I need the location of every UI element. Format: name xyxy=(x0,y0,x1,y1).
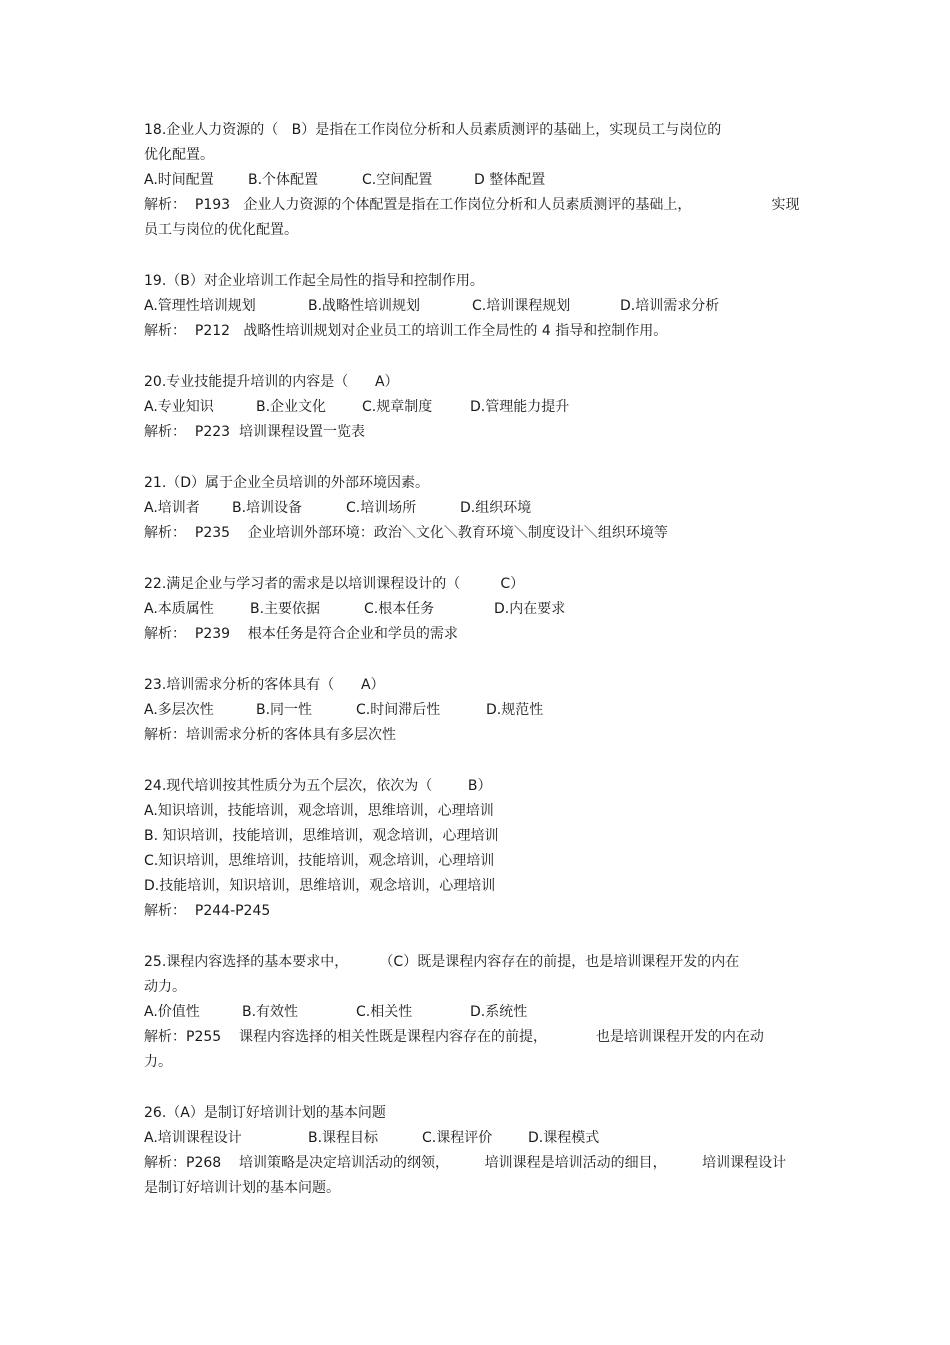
options-row xyxy=(144,496,814,521)
option-a: A.管理性培训规划 xyxy=(144,298,256,314)
question-24 xyxy=(144,774,814,924)
question-19 xyxy=(144,269,814,344)
option-b: B.有效性 xyxy=(242,1004,299,1020)
option-b: B.培训设备 xyxy=(232,500,303,516)
option-d: D.内在要求 xyxy=(494,601,566,617)
options-row xyxy=(144,395,814,420)
option-b: B.个体配置 xyxy=(248,172,319,188)
question-25 xyxy=(144,950,814,1075)
option-a: A.多层次性 xyxy=(144,702,214,718)
option-c: C.根本任务 xyxy=(364,601,435,617)
option-d: D.系统性 xyxy=(470,1004,528,1020)
question-stem: 23.培训需求分析的客体具有（ A） xyxy=(144,677,385,693)
question-23 xyxy=(144,673,814,748)
option-a: A.价值性 xyxy=(144,1004,200,1020)
option-d: D.规范性 xyxy=(486,702,544,718)
options-row xyxy=(144,597,814,622)
analysis-text: 解析：培训需求分析的客体具有多层次性 xyxy=(144,727,396,743)
analysis-text: 解析： P212 战略性培训规划对企业员工的培训工作全局性的 4 指导和控制作用。 xyxy=(144,323,668,339)
question-stem: 22.满足企业与学习者的需求是以培训课程设计的（ C） xyxy=(144,576,525,592)
option-c: C.空间配置 xyxy=(362,172,433,188)
question-22 xyxy=(144,572,814,647)
option-c: C.相关性 xyxy=(356,1004,413,1020)
question-stem: 19.（B）对企业培训工作起全局性的指导和控制作用。 xyxy=(144,273,484,289)
option-b: B.课程目标 xyxy=(308,1130,379,1146)
options-row xyxy=(144,1000,814,1025)
analysis-text: 是制订好培训计划的基本问题。 xyxy=(144,1180,340,1196)
option-d: D.培训需求分析 xyxy=(620,298,720,314)
option-d: D.技能培训，知识培训，思维培训，观念培训，心理培训 xyxy=(144,878,496,894)
option-d: D.课程模式 xyxy=(528,1130,600,1146)
options-row xyxy=(144,1126,814,1151)
analysis-text: 解析： P223 培训课程设置一览表 xyxy=(144,424,365,440)
option-a: A.培训课程设计 xyxy=(144,1130,242,1146)
question-20 xyxy=(144,370,814,445)
option-c: C.规章制度 xyxy=(362,399,433,415)
analysis-text: 解析： P239 根本任务是符合企业和学员的需求 xyxy=(144,626,458,642)
question-stem: 25.课程内容选择的基本要求中， （C）既是课程内容存在的前提，也是培训课程开发的内在 xyxy=(144,954,740,970)
options-row xyxy=(144,168,814,193)
option-c: C.培训场所 xyxy=(346,500,417,516)
option-c: C.培训课程规划 xyxy=(472,298,571,314)
analysis-text: 解析： P244-P245 xyxy=(144,903,271,919)
option-a: A.培训者 xyxy=(144,500,200,516)
option-c: C.课程评价 xyxy=(422,1130,493,1146)
document-page xyxy=(144,118,814,1227)
question-stem: 21.（D）属于企业全员培训的外部环境因素。 xyxy=(144,475,430,491)
question-18 xyxy=(144,118,814,243)
question-stem: 26.（A）是制订好培训计划的基本问题 xyxy=(144,1105,386,1121)
options-row xyxy=(144,294,814,319)
analysis-text: 员工与岗位的优化配置。 xyxy=(144,222,298,238)
analysis-text: 力。 xyxy=(144,1054,172,1070)
analysis-text: 解析：P268 培训策略是决定培训活动的纲领， 培训课程是培训活动的细目， 培训课程设计 xyxy=(144,1155,787,1171)
option-a: A.本质属性 xyxy=(144,601,214,617)
analysis-text: 解析： P235 企业培训外部环境：政治＼文化＼教育环境＼制度设计＼组织环境等 xyxy=(144,525,668,541)
option-d: D.组织环境 xyxy=(460,500,532,516)
option-d: D.管理能力提升 xyxy=(470,399,570,415)
option-b: B.同一性 xyxy=(256,702,313,718)
option-b: B.主要依据 xyxy=(250,601,321,617)
option-a: A.专业知识 xyxy=(144,399,214,415)
question-21 xyxy=(144,471,814,546)
options-row xyxy=(144,698,814,723)
question-26 xyxy=(144,1101,814,1201)
option-b: B.战略性培训规划 xyxy=(308,298,421,314)
option-d: D 整体配置 xyxy=(474,172,546,188)
option-b: B.企业文化 xyxy=(256,399,327,415)
question-stem: 18.企业人力资源的（ B）是指在工作岗位分析和人员素质测评的基础上，实现员工与岗位的 xyxy=(144,122,722,138)
option-a: A.时间配置 xyxy=(144,172,214,188)
analysis-text: 解析： P193 企业人力资源的个体配置是指在工作岗位分析和人员素质测评的基础上， 实现 xyxy=(144,197,800,213)
analysis-text: 解析：P255 课程内容选择的相关性既是课程内容存在的前提， 也是培训课程开发的内在动 xyxy=(144,1029,764,1045)
question-stem: 20.专业技能提升培训的内容是（ A） xyxy=(144,374,399,390)
option-c: C.知识培训，思维培训，技能培训，观念培训，心理培训 xyxy=(144,853,495,869)
option-a: A.知识培训，技能培训，观念培训，思维培训，心理培训 xyxy=(144,803,494,819)
question-stem: 24.现代培训按其性质分为五个层次，依次为（ B） xyxy=(144,778,492,794)
question-stem: 优化配置。 xyxy=(144,147,214,163)
option-b: B. 知识培训，技能培训，思维培训，观念培训，心理培训 xyxy=(144,828,499,844)
option-c: C.时间滞后性 xyxy=(356,702,441,718)
question-stem: 动力。 xyxy=(144,979,186,995)
